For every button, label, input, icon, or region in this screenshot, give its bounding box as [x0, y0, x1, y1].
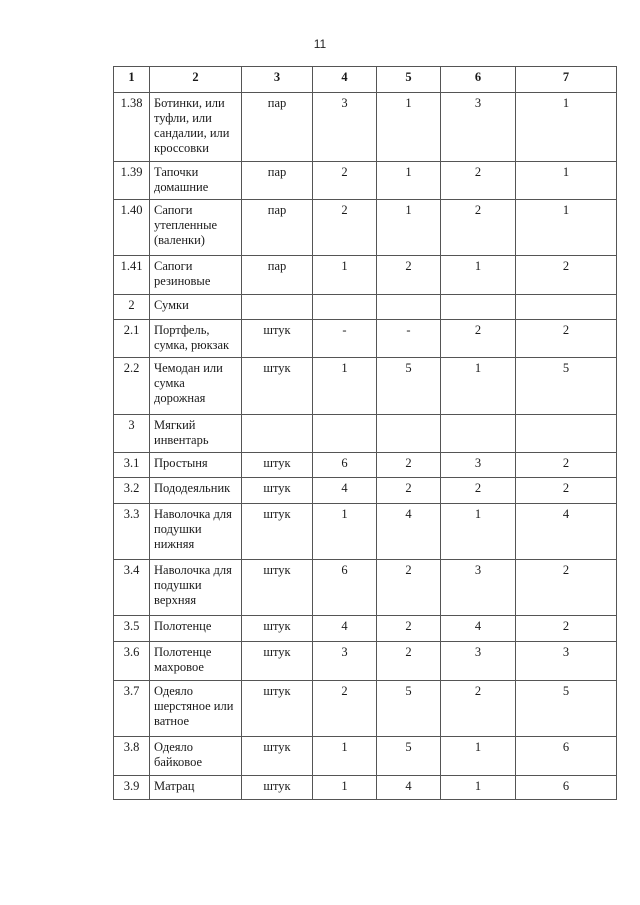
unit-cell: штук	[242, 681, 313, 737]
value-cell-6: 1	[441, 504, 516, 560]
column-header: 1	[114, 67, 150, 93]
item-name-cell: Сумки	[150, 295, 242, 320]
value-cell-7: 2	[516, 616, 617, 642]
value-cell-5	[377, 295, 441, 320]
unit-cell: штук	[242, 504, 313, 560]
row-number-cell: 3.6	[114, 642, 150, 681]
unit-cell	[242, 415, 313, 453]
row-number-cell: 3.7	[114, 681, 150, 737]
row-number-cell: 3.8	[114, 737, 150, 776]
value-cell-5: 5	[377, 358, 441, 415]
item-name-cell: Наволочка для подушки верхняя	[150, 560, 242, 616]
value-cell-5: 1	[377, 200, 441, 256]
item-name-cell: Наволочка для подушки нижняя	[150, 504, 242, 560]
row-number-cell: 3.5	[114, 616, 150, 642]
value-cell-4: 1	[313, 776, 377, 800]
column-header: 5	[377, 67, 441, 93]
value-cell-7: 3	[516, 642, 617, 681]
column-header: 2	[150, 67, 242, 93]
value-cell-6: 1	[441, 737, 516, 776]
value-cell-5: -	[377, 320, 441, 358]
column-header: 4	[313, 67, 377, 93]
item-name-cell: Полотенце	[150, 616, 242, 642]
unit-cell: штук	[242, 560, 313, 616]
item-name-cell: Одеяло байковое	[150, 737, 242, 776]
value-cell-7: 2	[516, 453, 617, 478]
value-cell-6: 2	[441, 320, 516, 358]
unit-cell: пар	[242, 162, 313, 200]
value-cell-7: 6	[516, 737, 617, 776]
value-cell-4: 4	[313, 478, 377, 504]
item-name-cell: Матрац	[150, 776, 242, 800]
item-name-cell: Пододеяльник	[150, 478, 242, 504]
row-number-cell: 3.2	[114, 478, 150, 504]
value-cell-6: 1	[441, 776, 516, 800]
unit-cell: штук	[242, 737, 313, 776]
row-number-cell: 3.9	[114, 776, 150, 800]
unit-cell: штук	[242, 358, 313, 415]
value-cell-4: 1	[313, 358, 377, 415]
row-number-cell: 2.1	[114, 320, 150, 358]
value-cell-4: 2	[313, 681, 377, 737]
page-number: 11	[313, 37, 327, 51]
row-number-cell: 3.3	[114, 504, 150, 560]
row-number-cell: 1.39	[114, 162, 150, 200]
value-cell-6: 1	[441, 256, 516, 295]
table-row	[114, 681, 617, 737]
unit-cell: штук	[242, 478, 313, 504]
value-cell-5: 2	[377, 616, 441, 642]
table-row	[114, 295, 617, 320]
value-cell-4: 4	[313, 616, 377, 642]
value-cell-6: 2	[441, 162, 516, 200]
table-row	[114, 478, 617, 504]
table-row	[114, 358, 617, 415]
header-row	[114, 67, 617, 93]
item-name-cell: Мягкий инвентарь	[150, 415, 242, 453]
item-name-cell: Одеяло шерстяное или ватное	[150, 681, 242, 737]
value-cell-6: 1	[441, 358, 516, 415]
value-cell-4: -	[313, 320, 377, 358]
table-row	[114, 504, 617, 560]
table-row	[114, 453, 617, 478]
item-name-cell: Сапоги утепленные (валенки)	[150, 200, 242, 256]
row-number-cell: 2.2	[114, 358, 150, 415]
value-cell-7: 5	[516, 358, 617, 415]
norms-table	[113, 66, 617, 800]
value-cell-6	[441, 295, 516, 320]
item-name-cell: Полотенце махровое	[150, 642, 242, 681]
table-row	[114, 560, 617, 616]
value-cell-4	[313, 415, 377, 453]
table-row	[114, 616, 617, 642]
value-cell-7	[516, 415, 617, 453]
value-cell-4: 2	[313, 162, 377, 200]
value-cell-4: 2	[313, 200, 377, 256]
item-name-cell: Простыня	[150, 453, 242, 478]
column-header: 6	[441, 67, 516, 93]
table-row	[114, 642, 617, 681]
row-number-cell: 2	[114, 295, 150, 320]
value-cell-6: 4	[441, 616, 516, 642]
value-cell-6: 2	[441, 681, 516, 737]
value-cell-7: 2	[516, 560, 617, 616]
value-cell-4: 1	[313, 504, 377, 560]
unit-cell: штук	[242, 320, 313, 358]
table-body	[114, 93, 617, 800]
unit-cell: штук	[242, 453, 313, 478]
table-row	[114, 93, 617, 162]
value-cell-4: 3	[313, 642, 377, 681]
value-cell-6: 3	[441, 560, 516, 616]
unit-cell: штук	[242, 616, 313, 642]
table-row	[114, 320, 617, 358]
row-number-cell: 3.4	[114, 560, 150, 616]
value-cell-4: 3	[313, 93, 377, 162]
item-name-cell: Ботинки, или туфли, или сандалии, или кроссовки	[150, 93, 242, 162]
value-cell-5: 2	[377, 560, 441, 616]
unit-cell: штук	[242, 776, 313, 800]
item-name-cell: Сапоги резиновые	[150, 256, 242, 295]
value-cell-7: 6	[516, 776, 617, 800]
value-cell-5: 2	[377, 453, 441, 478]
unit-cell: пар	[242, 200, 313, 256]
value-cell-5: 1	[377, 162, 441, 200]
unit-cell	[242, 295, 313, 320]
value-cell-4	[313, 295, 377, 320]
column-header: 3	[242, 67, 313, 93]
value-cell-5: 5	[377, 737, 441, 776]
value-cell-5: 1	[377, 93, 441, 162]
unit-cell: пар	[242, 256, 313, 295]
row-number-cell: 1.38	[114, 93, 150, 162]
value-cell-4: 6	[313, 453, 377, 478]
value-cell-5: 4	[377, 776, 441, 800]
value-cell-7: 2	[516, 256, 617, 295]
unit-cell: штук	[242, 642, 313, 681]
value-cell-7: 5	[516, 681, 617, 737]
table-row	[114, 415, 617, 453]
value-cell-5: 5	[377, 681, 441, 737]
table-row	[114, 776, 617, 800]
table-row	[114, 737, 617, 776]
value-cell-5: 4	[377, 504, 441, 560]
item-name-cell: Портфель, сумка, рюкзак	[150, 320, 242, 358]
value-cell-6: 3	[441, 642, 516, 681]
row-number-cell: 1.40	[114, 200, 150, 256]
value-cell-4: 6	[313, 560, 377, 616]
value-cell-6: 3	[441, 93, 516, 162]
value-cell-7: 1	[516, 93, 617, 162]
value-cell-7: 2	[516, 478, 617, 504]
table-row	[114, 256, 617, 295]
value-cell-7: 2	[516, 320, 617, 358]
row-number-cell: 3	[114, 415, 150, 453]
value-cell-7: 4	[516, 504, 617, 560]
item-name-cell: Тапочки домашние	[150, 162, 242, 200]
value-cell-6	[441, 415, 516, 453]
value-cell-5: 2	[377, 256, 441, 295]
value-cell-4: 1	[313, 737, 377, 776]
value-cell-6: 2	[441, 478, 516, 504]
value-cell-5	[377, 415, 441, 453]
value-cell-5: 2	[377, 642, 441, 681]
value-cell-5: 2	[377, 478, 441, 504]
row-number-cell: 3.1	[114, 453, 150, 478]
table-row	[114, 200, 617, 256]
value-cell-7: 1	[516, 162, 617, 200]
column-header: 7	[516, 67, 617, 93]
value-cell-6: 3	[441, 453, 516, 478]
item-name-cell: Чемодан или сумка дорожная	[150, 358, 242, 415]
table-row	[114, 162, 617, 200]
value-cell-4: 1	[313, 256, 377, 295]
row-number-cell: 1.41	[114, 256, 150, 295]
value-cell-7: 1	[516, 200, 617, 256]
value-cell-6: 2	[441, 200, 516, 256]
unit-cell: пар	[242, 93, 313, 162]
value-cell-7	[516, 295, 617, 320]
